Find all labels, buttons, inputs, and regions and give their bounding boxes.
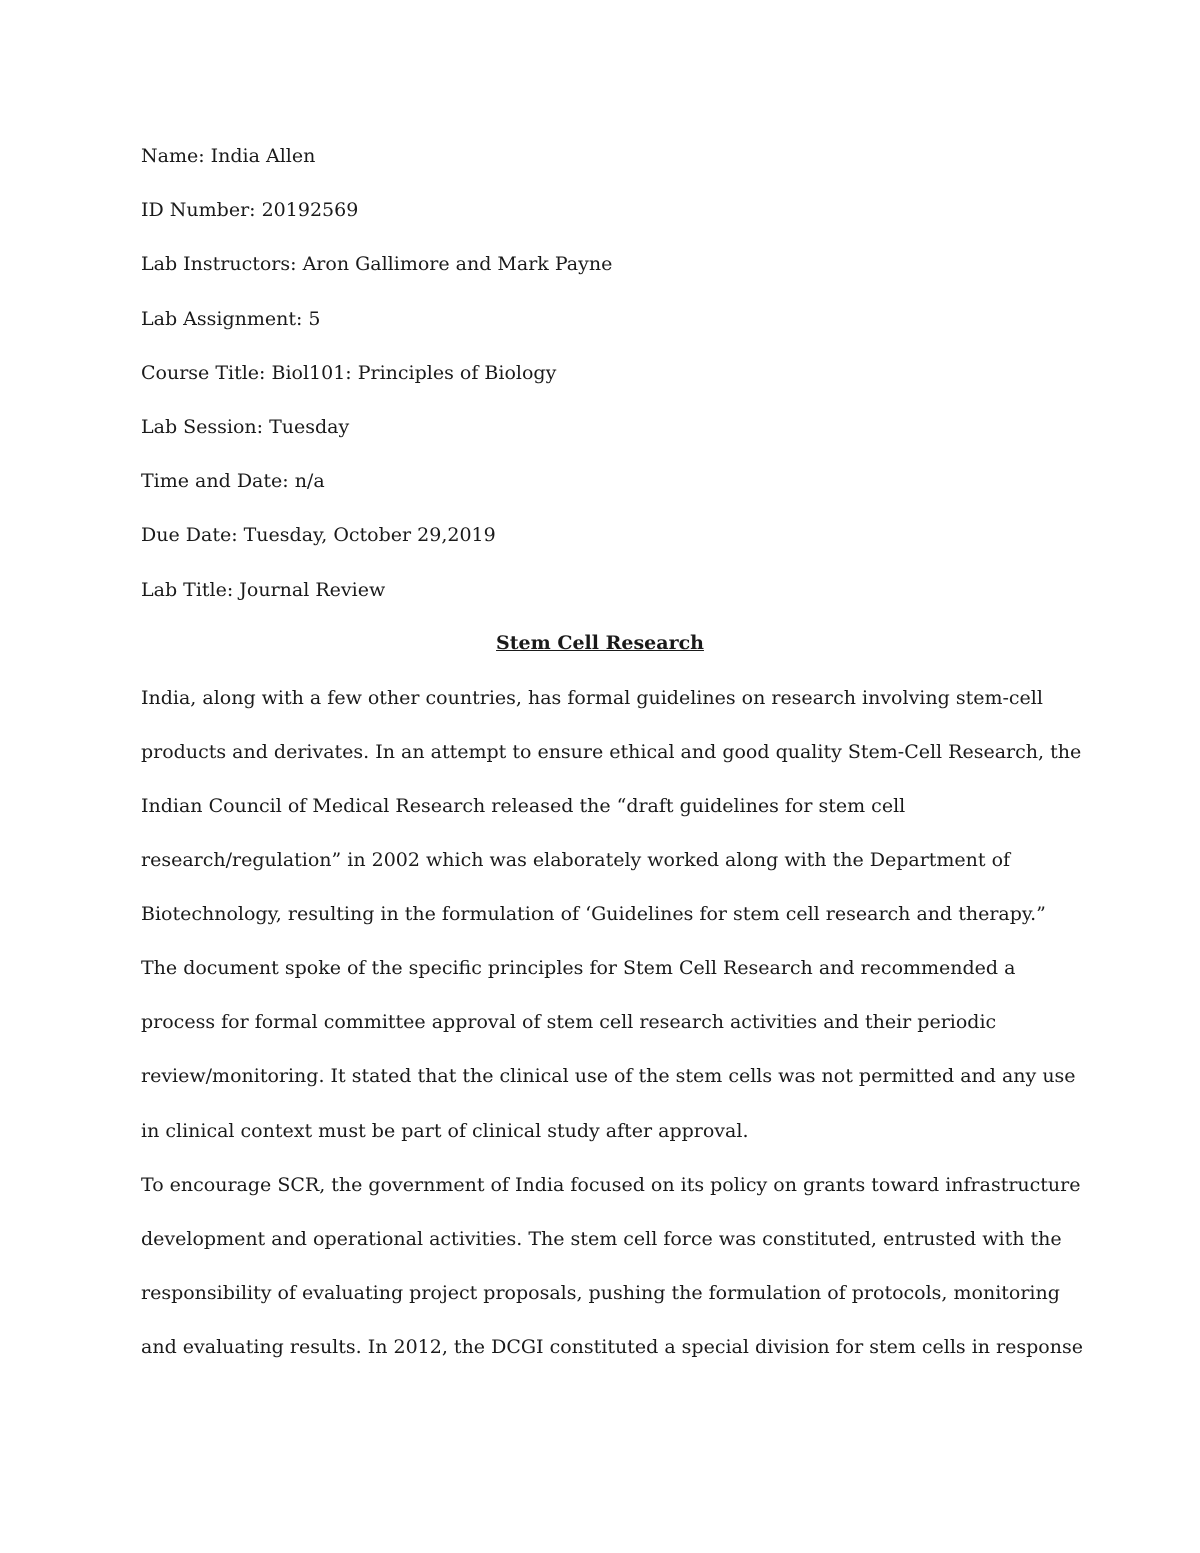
body-line: The document spoke of the specific principles for Stem Cell Research and recommended a <box>141 957 1016 979</box>
lab-title: Lab Title: Journal Review <box>141 578 386 601</box>
body-line: To encourage SCR, the government of India focused on its policy on grants toward infrastructure <box>141 1174 1081 1196</box>
body-line: research/regulation” in 2002 which was elaborately worked along with the Department of <box>141 849 1011 871</box>
body-line: India, along with a few other countries, has formal guidelines on research involving stem-cell <box>141 687 1043 709</box>
lab-assignment: Lab Assignment: 5 <box>141 307 321 330</box>
due-date: Due Date: Tuesday, October 29,2019 <box>141 524 496 547</box>
lab-instructors: Lab Instructors: Aron Gallimore and Mark Payne <box>141 253 613 276</box>
body-line: Biotechnology, resulting in the formulation of ‘Guidelines for stem cell research and therapy.” <box>141 903 1046 925</box>
body-line: products and derivates. In an attempt to ensure ethical and good quality Stem-Cell Research, the <box>141 741 1082 763</box>
body-line: and evaluating results. In 2012, the DCGI constituted a special division for stem cells in response <box>141 1336 1083 1358</box>
body-line: Indian Council of Medical Research released the “draft guidelines for stem cell <box>141 795 906 817</box>
body-line: responsibility of evaluating project proposals, pushing the formulation of protocols, monitoring <box>141 1282 1060 1304</box>
body-line: development and operational activities. The stem cell force was constituted, entrusted with the <box>141 1228 1062 1250</box>
body-line: process for formal committee approval of stem cell research activities and their periodic <box>141 1011 997 1033</box>
course-title: Course Title: Biol101: Principles of Biology <box>141 361 557 384</box>
student-name: Name: India Allen <box>141 145 316 167</box>
body-line: review/monitoring. It stated that the clinical use of the stem cells was not permitted and any use <box>141 1065 1076 1087</box>
lab-session: Lab Session: Tuesday <box>141 415 350 438</box>
document-title: Stem Cell Research <box>496 632 704 654</box>
time-and-date: Time and Date: n/a <box>141 470 325 493</box>
body-line: in clinical context must be part of clinical study after approval. <box>141 1120 749 1142</box>
student-info-block <box>141 141 1061 629</box>
id-number: ID Number: 20192569 <box>141 199 359 222</box>
